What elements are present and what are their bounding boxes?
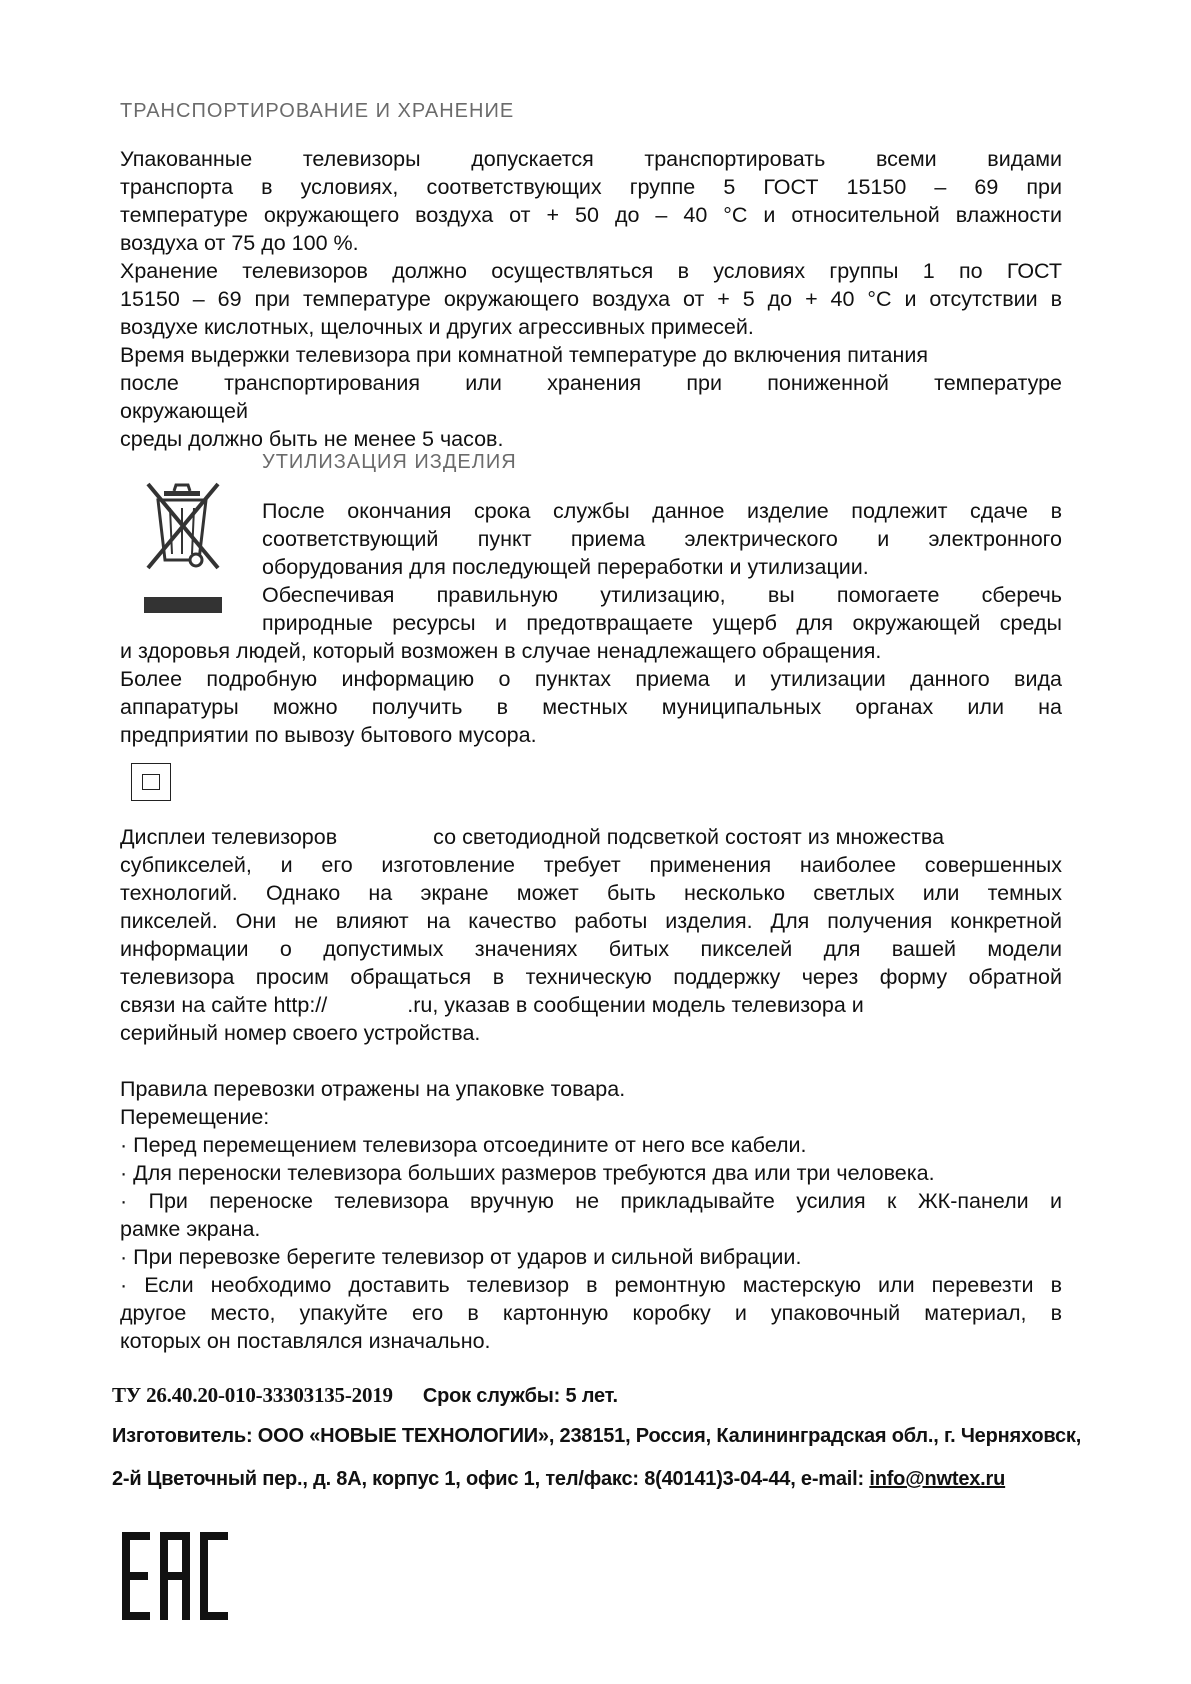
moving-label: Перемещение: [120, 1105, 270, 1129]
address-text: 2-й Цветочный пер., д. 8А, корпус 1, офис 1, тел/факс: 8(40141)3-04-44, e-mail: [112, 1468, 870, 1490]
disposal-line: и здоровья людей, который возможен в случае ненадлежащего обращения. [120, 639, 882, 663]
transport-line: среды должно быть не менее 5 часов. [120, 427, 504, 451]
display-line: телевизора просим обращаться в техническую поддержку через форму обратной [120, 965, 1062, 989]
display-line: пикселей. Они не влияют на качество работы изделия. Для получения конкретной [120, 909, 1062, 933]
manufacturer-line: Изготовитель: ООО «НОВЫЕ ТЕХНОЛОГИИ», 238151, Россия, Калининградская обл., г. Черняховск, [112, 1425, 1082, 1447]
double-insulation-inner-square [142, 774, 160, 790]
disposal-line: После окончания срока службы данное изделие подлежит сдаче в [262, 499, 1062, 523]
disposal-heading: УТИЛИЗАЦИЯ ИЗДЕЛИЯ [262, 451, 517, 473]
moving-item: которых он поставлялся изначально. [120, 1329, 491, 1353]
disposal-line: аппаратуры можно получить в местных муниципальных органах или на [120, 695, 1062, 719]
email-link[interactable]: info@nwtex.ru [869, 1468, 1006, 1490]
double-insulation-icon [131, 763, 171, 801]
disposal-line: предприятии по вывозу бытового мусора. [120, 723, 537, 747]
site-line-end: .ru, указав в сообщении модель телевизора и [407, 993, 864, 1017]
transport-line: воздухе кислотных, щелочных и других агрессивных примесей. [120, 315, 754, 339]
transport-line: температуре окружающего воздуха от + 50 до – 40 °С и относительной влажности [120, 203, 1062, 227]
moving-item: · При перевозке берегите телевизор от ударов и сильной вибрации. [120, 1245, 802, 1269]
transport-line: Упакованные телевизоры допускается транспортировать всеми видами [120, 147, 1062, 171]
moving-item: другое место, упакуйте его в картонную коробку и упаковочный материал, в [120, 1301, 1062, 1325]
disposal-line: Обеспечивая правильную утилизацию, вы помогаете сберечь [262, 583, 1062, 607]
transport-line: транспорта в условиях, соответствующих группе 5 ГОСТ 15150 – 69 при [120, 175, 1062, 199]
site-line-start: связи на сайте http:// [120, 993, 328, 1017]
moving-item: · Если необходимо доставить телевизор в ремонтную мастерскую или перевезти в [120, 1273, 1062, 1297]
transport-line: 15150 – 69 при температуре окружающего воздуха от + 5 до + 40 °С и отсутствии в [120, 287, 1062, 311]
disposal-line: природные ресурсы и предотвращаете ущерб для окружающей среды [262, 611, 1062, 635]
moving-item: · При переноске телевизора вручную не прикладывайте усилия к ЖК-панели и [120, 1189, 1062, 1213]
tu-number: ТУ 26.40.20-010-33303135-2019 [112, 1383, 393, 1407]
disposal-line: Более подробную информацию о пунктах приема и утилизации данного вида [120, 667, 1062, 691]
display-line: информации о допустимых значениях битых пикселей для вашей модели [120, 937, 1062, 961]
address-line [112, 1468, 1005, 1491]
transport-line: после транспортирования или хранения при пониженной температуре [120, 371, 1062, 395]
moving-item: · Перед перемещением телевизора отсоедините от него все кабели. [120, 1133, 807, 1157]
transport-heading: ТРАНСПОРТИРОВАНИЕ И ХРАНЕНИЕ [120, 100, 515, 122]
eac-mark-icon [120, 1530, 230, 1622]
display-line-end: со светодиодной подсветкой состоят из множества [433, 825, 945, 849]
crossed-out-bin-icon [140, 480, 228, 620]
display-site-line [120, 991, 864, 1019]
display-line: технологий. Однако на экране может быть несколько светлых или темных [120, 881, 1062, 905]
transport-line: окружающей [120, 399, 248, 423]
moving-item: · Для переноски телевизора больших размеров требуются два или три человека. [120, 1161, 935, 1185]
transport-rules-line: Правила перевозки отражены на упаковке товара. [120, 1077, 626, 1101]
footer-tu-line [112, 1383, 618, 1408]
disposal-line: оборудования для последующей переработки и утилизации. [262, 555, 869, 579]
transport-line: воздуха от 75 до 100 %. [120, 231, 359, 255]
display-line-start: Дисплеи телевизоров [120, 825, 338, 849]
display-line: серийный номер своего устройства. [120, 1021, 481, 1045]
moving-item: рамке экрана. [120, 1217, 261, 1241]
display-line: субпикселей, и его изготовление требует применения наиболее совершенных [120, 853, 1062, 877]
display-line [120, 823, 944, 851]
transport-line: Хранение телевизоров должно осуществляться в условиях группы 1 по ГОСТ [120, 259, 1062, 283]
disposal-line: соответствующий пункт приема электрического и электронного [262, 527, 1062, 551]
transport-line: Время выдержки телевизора при комнатной температуре до включения питания [120, 343, 929, 367]
service-life: Срок службы: 5 лет. [422, 1385, 618, 1407]
